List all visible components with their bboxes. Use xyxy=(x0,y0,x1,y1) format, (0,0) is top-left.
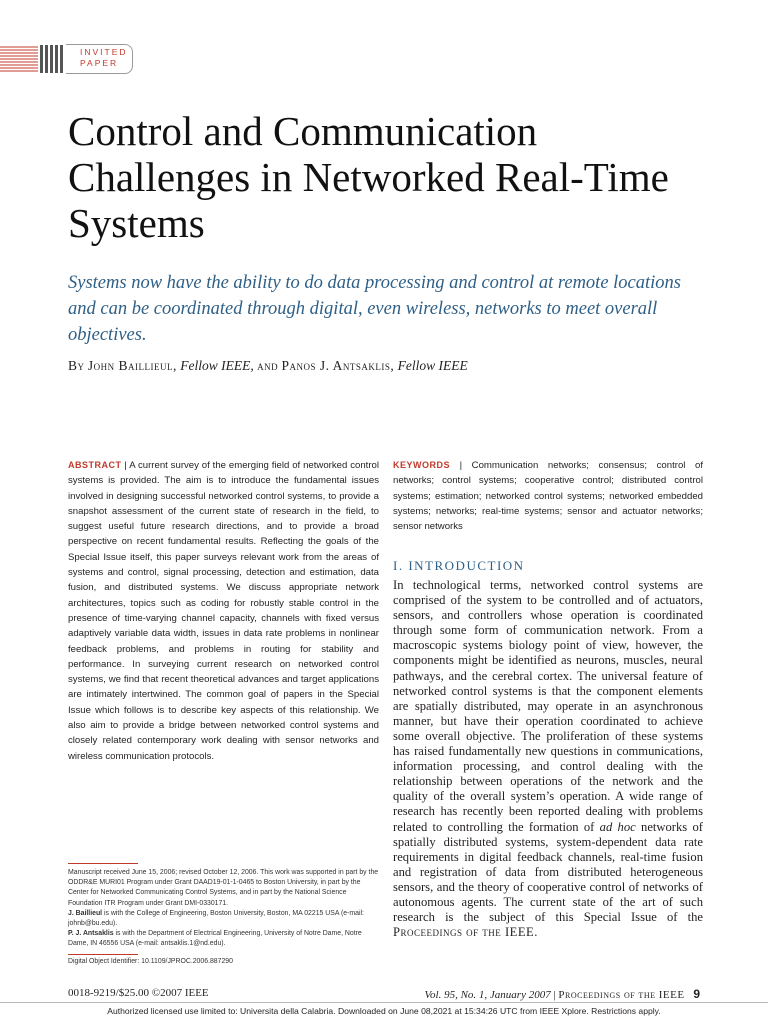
section-heading-introduction xyxy=(393,558,525,574)
author-1-footnote-name: J. Baillieul xyxy=(68,909,103,917)
footer-volume: Vol. 95, No. 1, January 2007 xyxy=(424,989,551,1001)
license-notice: Authorized licensed use limited to: Universita della Calabria. Downloaded on June 08,2021 at 15:34:26 UTC from IEEE Xplore. Restrictions apply. xyxy=(107,1006,661,1016)
section-number: I. xyxy=(393,558,404,573)
byline-by: By xyxy=(68,358,85,373)
author-2-footnote-name: P. J. Antsaklis xyxy=(68,930,114,938)
doi-identifier: Digital Object Identifier: 10.1109/JPROC.2006.887290 xyxy=(68,958,233,965)
keywords xyxy=(393,458,703,534)
badge-label xyxy=(80,47,128,69)
intro-text-part2: networks of spatially distributed systems, system-dependent data rate requirements in digital feedback channels, real-time fusion and registration of data from distributed heterogeneous sensors, and the theory of cooperative control of networks of autonomous agents. The current state of the art of such research is the subject of this Special Issue of the xyxy=(393,819,703,925)
manuscript-note: Manuscript received June 15, 2006; revised October 12, 2006. This work was supported in part by the ODDR&E MURI01 Program under Grant DAAD19-01-1-0465 to Boston University, in part by the Center for Networked Communicating Control Systems, and in part by the National Science Foundation ITR Program under Grant DMI-0330171. xyxy=(68,869,379,907)
author-2-footnote-text: is with the Department of Electrical Engineering, University of Notre Dame, Notre Dame, IN 46556 USA (e-mail: antsaklis.1@nd.edu). xyxy=(68,930,362,948)
footer-citation xyxy=(425,987,700,1001)
footnotes xyxy=(68,868,379,950)
abstract-separator: | xyxy=(124,460,127,471)
keywords-separator: | xyxy=(459,460,463,471)
intro-text-part1: In technological terms, networked control systems are comprised of the system to be controlled and of actuators, sensors, and controllers whose operation is coordinated through some form of communication network. From a macroscopic systems biology point of view, however, the components might be identified as neurons, muscles, neural pathways, and the cerebral cortex. The universal feature of networked control systems is that the component elements are spatially distributed, may operate in an asynchronous manner, but have their operation coordinated to achieve some overall objective. The proliferation of these systems has raised fundamentally new questions in communications, information processing, and control dealing with the relationship between operations of the network and the quality of the overall system’s operation. A wide range of research has recently been reported dealing with problems related to controlling the formation of xyxy=(393,578,703,834)
abstract-text: A current survey of the emerging field of networked control systems is provided. The aim is to introduce the fundamental issues involved in designing successful networked control systems, to provide a snapshot assessment of the current state of research in the field, to suggest useful future research directions, and to provide a broad perspective on recent fundamental results. Reflecting the goals of the Special Issue itself, this paper surveys relevant work from the areas of systems and control, signal processing, detection and estimation, data fusion, and distributed systems. We discuss appropriate network architectures, topics such as coding for robustly stable control in the presence of time-varying channel capacity, channels with fixed versus adaptively variable data width, issues in data rate problems in nonlinear feedback problems, and problems in routing for stability and performance. In surveying current research on networked control systems, we find that recent theoretical advances and target applications are intimately intertwined. The common goal of papers in the Special Issue which follows is to describe key aspects of this relationship. We also aim to provide a bridge between networked control systems and closely related contemporary work dealing with sensor networks and wireless communication protocols. xyxy=(68,460,380,762)
paper-title: Control and Communication Challenges in Networked Real-Time Systems xyxy=(68,108,669,246)
paper-subtitle: Systems now have the ability to do data processing and control at remote locations and can be coordinated through digital, even wireless, networks to meet overall objectives. xyxy=(68,273,681,345)
keywords-label: KEYWORDS xyxy=(393,460,451,470)
badge-line-paper: PAPER xyxy=(80,58,119,68)
author-2-name: Panos J. Antsaklis, xyxy=(281,358,395,373)
intro-journal-name: Proceedings of the IEEE. xyxy=(393,925,538,940)
footer-journal: Proceedings of the IEEE xyxy=(558,989,685,1001)
author-2-footnote xyxy=(68,929,379,949)
keywords-text: Communication networks; consensus; control of networks; control systems; cooperative control; distributed control systems; estimation; networked control systems; networked embedded systems; networks; real-time systems; sensor and actuator networks; sensor networks xyxy=(393,460,703,533)
byline xyxy=(68,358,468,374)
footer-issn: 0018-9219/$25.00 ©2007 IEEE xyxy=(68,987,209,999)
abstract xyxy=(68,458,379,764)
abstract-label: ABSTRACT xyxy=(68,460,122,470)
invited-paper-badge xyxy=(0,44,135,74)
author-1-affiliation: Fellow IEEE, xyxy=(180,358,254,373)
badge-line-invited: INVITED xyxy=(80,47,128,57)
author-1-name: John Baillieul, xyxy=(87,358,177,373)
author-1-footnote xyxy=(68,909,379,929)
author-2-affiliation: Fellow IEEE xyxy=(397,358,468,373)
author-1-footnote-text: is with the College of Engineering, Boston University, Boston, MA 02215 USA (e-mail: johnb@bu.edu). xyxy=(68,909,364,928)
introduction-body xyxy=(393,578,703,940)
page-number: 9 xyxy=(693,987,700,1001)
byline-and: and xyxy=(257,358,279,373)
footnote-divider xyxy=(68,863,138,864)
striped-banner-graphic xyxy=(0,44,66,74)
license-divider xyxy=(0,1002,768,1003)
doi-divider xyxy=(68,954,138,955)
intro-text-italic: ad hoc xyxy=(599,819,636,834)
section-title: INTRODUCTION xyxy=(408,558,525,573)
footer-separator: | xyxy=(553,989,556,1001)
